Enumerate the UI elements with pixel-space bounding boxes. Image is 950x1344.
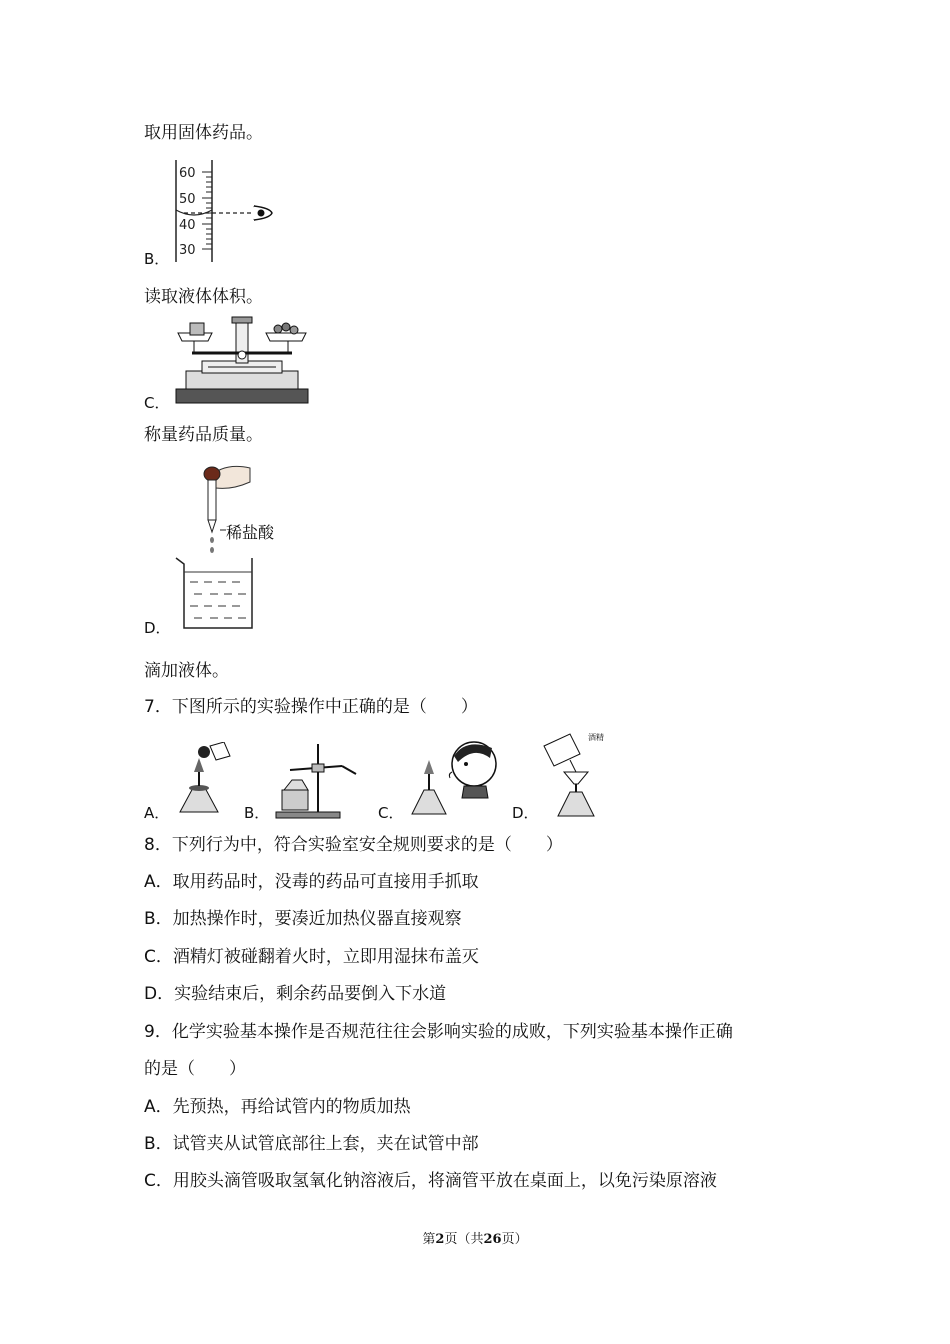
weight-block xyxy=(190,323,204,335)
option-b-label: B． xyxy=(144,250,170,268)
q7-stem: 7．下图所示的实验操作中正确的是（ ） xyxy=(144,697,478,717)
footer-page-number: 2 xyxy=(435,1232,445,1247)
q7-c-figure xyxy=(404,736,500,820)
q9-stem-line2: 的是（ ） xyxy=(144,1059,246,1079)
footer-prefix: 第 xyxy=(422,1232,436,1247)
q7-option-a-label: A． xyxy=(144,804,170,822)
eye-icon xyxy=(254,206,272,220)
option-c-caption: 称量药品质量。 xyxy=(144,425,263,445)
cylinder-tick-60: 60 xyxy=(179,166,196,181)
cylinder-tick-30: 30 xyxy=(179,243,196,258)
alcohol-bottle-label: 酒精 xyxy=(588,733,604,742)
q8-option-b: B．加热操作时，要凑近加热仪器直接观察 xyxy=(144,909,462,929)
balance-figure xyxy=(172,315,312,407)
q9-stem-line1: 9．化学实验基本操作是否规范往往会影响实验的成败，下列实验基本操作正确 xyxy=(144,1022,733,1042)
q7-option-c-label: C． xyxy=(378,804,404,822)
option-b-caption: 读取液体体积。 xyxy=(144,287,263,307)
option-c-label: C． xyxy=(144,394,170,412)
q7-b-figure xyxy=(272,740,362,820)
footer-middle: 页（共 xyxy=(444,1232,484,1247)
dropper-label: 稀盐酸 xyxy=(226,523,275,542)
q7-a-figure xyxy=(172,742,234,818)
dropper-beaker-figure xyxy=(172,462,287,634)
footer-suffix: 页） xyxy=(501,1232,528,1247)
option-d-caption: 滴加液体。 xyxy=(144,661,229,681)
q7-d-figure xyxy=(540,730,616,820)
option-d-label: D． xyxy=(144,619,171,637)
q9-option-a: A．先预热，再给试管内的物质加热 xyxy=(144,1097,411,1117)
cylinder-tick-40: 40 xyxy=(179,218,196,233)
q7-option-b-label: B． xyxy=(244,804,270,822)
option-a-caption: 取用固体药品。 xyxy=(144,123,263,143)
graduated-cylinder-figure xyxy=(170,158,280,264)
q8-option-a: A．取用药品时，没毒的药品可直接用手抓取 xyxy=(144,872,479,892)
q9-option-b: B．试管夹从试管底部往上套，夹在试管中部 xyxy=(144,1134,479,1154)
footer-total-pages: 26 xyxy=(483,1232,502,1247)
q8-option-c: C．酒精灯被碰翻着火时，立即用湿抹布盖灭 xyxy=(144,947,479,967)
q8-stem: 8．下列行为中，符合实验室安全规则要求的是（ ） xyxy=(144,835,563,855)
page-footer xyxy=(0,1228,950,1247)
cylinder-tick-50: 50 xyxy=(179,192,196,207)
q9-option-c: C．用胶头滴管吸取氢氧化钠溶液后，将滴管平放在桌面上，以免污染原溶液 xyxy=(144,1171,717,1191)
q8-option-d: D．实验结束后，剩余药品要倒入下水道 xyxy=(144,984,447,1004)
q7-option-d-label: D． xyxy=(512,804,539,822)
